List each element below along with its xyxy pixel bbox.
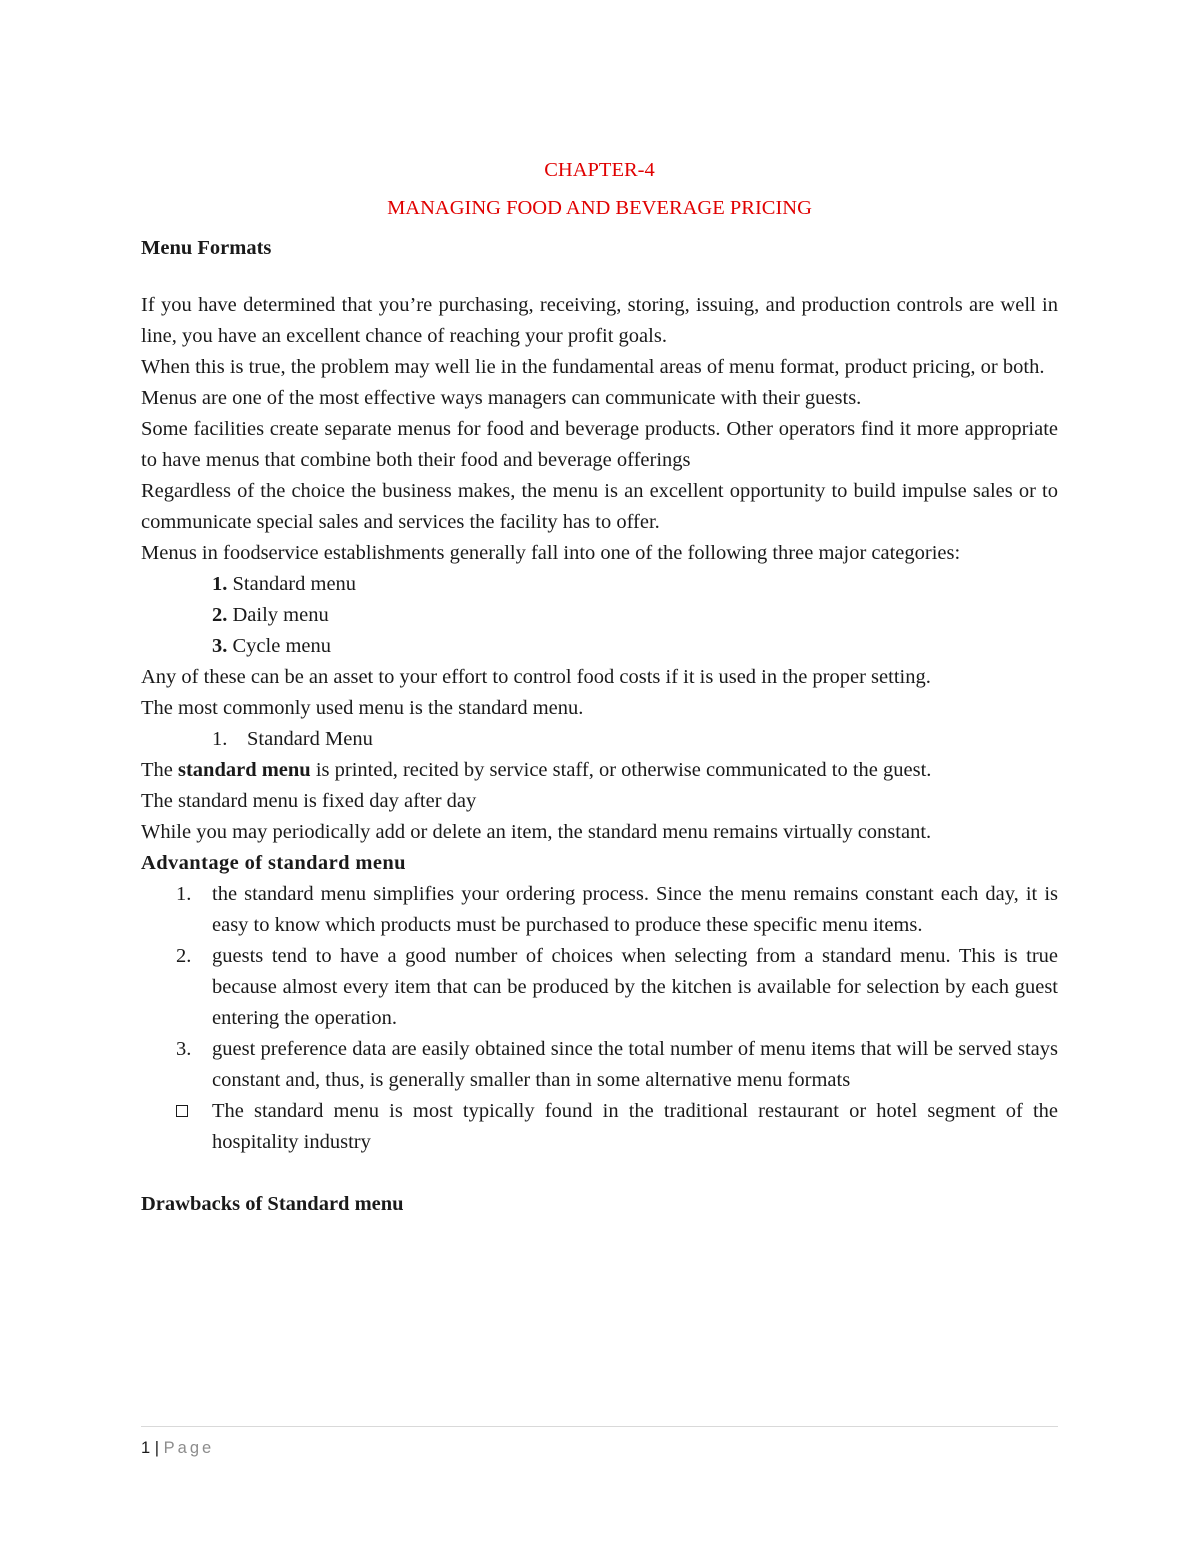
- spacer: [141, 264, 1058, 290]
- paragraph: When this is true, the problem may well lie in the fundamental areas of menu format, product pricing, or both.: [141, 356, 1045, 378]
- page-footer: [141, 1426, 1058, 1464]
- list-item: [141, 1034, 1058, 1096]
- advantages-list: [141, 879, 1058, 1158]
- spacer: [141, 1158, 1058, 1189]
- footer-separator: |: [154, 1439, 160, 1457]
- page-label: Page: [163, 1439, 215, 1457]
- paragraph: [141, 755, 1058, 786]
- paragraph: Menus are one of the most effective ways managers can communicate with their guests.: [141, 387, 862, 409]
- section-heading-menu-formats: Menu Formats: [141, 237, 272, 259]
- list-item: [141, 600, 1058, 631]
- list-item-number: 1.: [176, 883, 192, 905]
- section-heading-drawbacks: Drawbacks of Standard menu: [141, 1193, 404, 1215]
- chapter-title: CHAPTER-4: [544, 159, 655, 181]
- list-item-number: 1.: [212, 728, 228, 750]
- chapter-subtitle: MANAGING FOOD AND BEVERAGE PRICING: [387, 197, 812, 219]
- paragraph: The standard menu is fixed day after day: [141, 790, 477, 812]
- standard-menu-subheading: [141, 724, 1058, 755]
- list-item-text: guest preference data are easily obtained since the total number of menu items that will be served stays constant and, thus, is generally smaller than in some alternative menu formats: [212, 1038, 1058, 1091]
- list-item-text: the standard menu simplifies your ordering process. Since the menu remains constant each day, it is easy to know which products must be purchased to produce these specific menu items.: [212, 883, 1058, 936]
- page-number: 1: [141, 1439, 151, 1457]
- paragraph: Some facilities create separate menus for food and beverage products. Other operators find it more appropriate to have menus that combine both their food and beverage offerings: [141, 418, 1058, 471]
- list-item-number: 3.: [212, 635, 228, 657]
- paragraph: Regardless of the choice the business makes, the menu is an excellent opportunity to build impulse sales or to communicate special sales and services the facility has to offer.: [141, 480, 1058, 533]
- paragraph: Menus in foodservice establishments generally fall into one of the following three major categories:: [141, 542, 961, 564]
- list-item-label: Cycle menu: [232, 635, 331, 657]
- list-item-label: Standard menu: [232, 573, 357, 595]
- list-item: [141, 631, 1058, 662]
- list-item-text: guests tend to have a good number of choices when selecting from a standard menu. This is true because almost every item that can be produced by the kitchen is available for selection by each guest entering the operation.: [212, 945, 1058, 1029]
- list-item: [141, 941, 1058, 1034]
- text-run: is printed, recited by service staff, or otherwise communicated to the guest.: [310, 759, 932, 781]
- list-item-number: 2.: [176, 945, 192, 967]
- list-item: [141, 569, 1058, 600]
- list-item: [141, 879, 1058, 941]
- text-run: The: [141, 759, 178, 781]
- paragraph: Any of these can be an asset to your effort to control food costs if it is used in the proper setting.: [141, 666, 931, 688]
- list-item-label: Standard Menu: [247, 728, 373, 750]
- paragraph: If you have determined that you’re purchasing, receiving, storing, issuing, and production controls are well in line, you have an excellent chance of reaching your profit goals.: [141, 294, 1058, 347]
- list-item-text: The standard menu is most typically found in the traditional restaurant or hotel segment of the hospitality industry: [212, 1100, 1058, 1153]
- paragraph: The most commonly used menu is the standard menu.: [141, 697, 584, 719]
- menu-categories-list: [141, 569, 1058, 662]
- checkbox-bullet-icon: [176, 1105, 188, 1117]
- section-heading-advantages: Advantage of standard menu: [141, 852, 406, 874]
- bold-term: standard menu: [178, 759, 311, 781]
- list-item-number: 3.: [176, 1038, 192, 1060]
- list-item-number: 2.: [212, 604, 228, 626]
- list-item-number: 1.: [212, 573, 228, 595]
- page-content: [141, 155, 1058, 1220]
- paragraph: While you may periodically add or delete an item, the standard menu remains virtually constant.: [141, 821, 932, 843]
- list-item: [141, 1096, 1058, 1158]
- list-item-label: Daily menu: [232, 604, 329, 626]
